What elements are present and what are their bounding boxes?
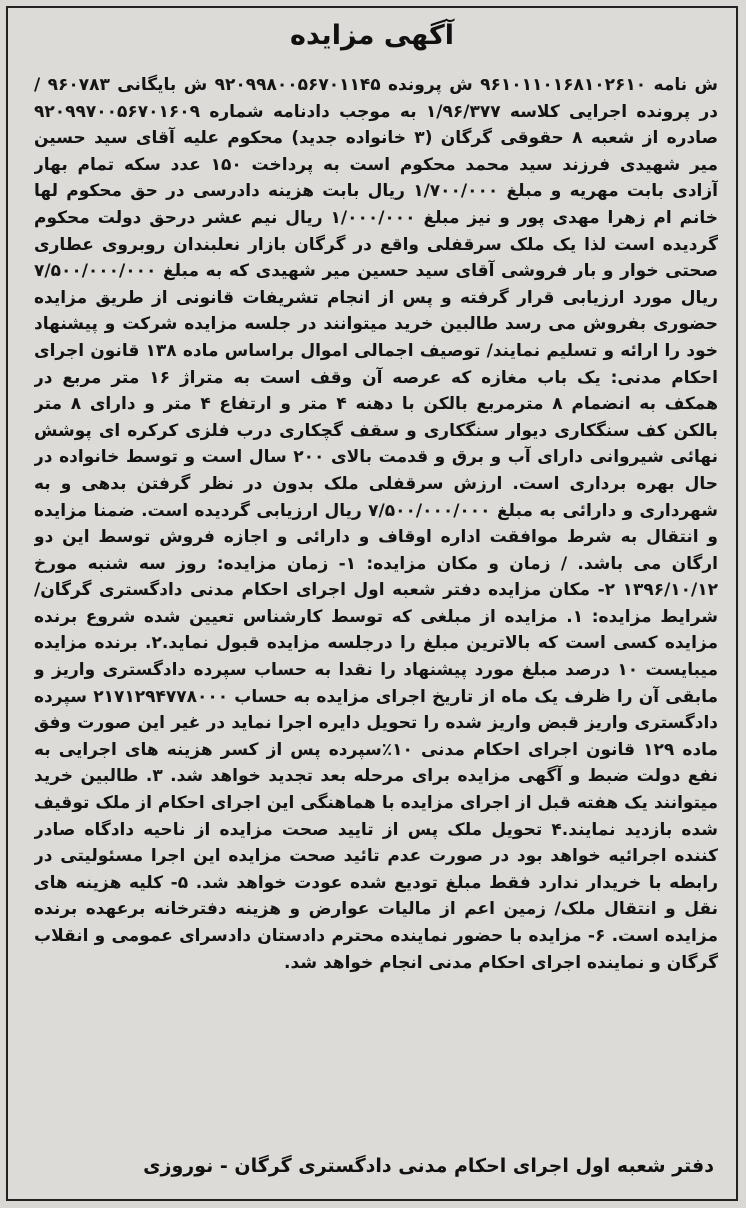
notice-frame [6, 6, 738, 1201]
notice-title: آگهی مزایده [290, 20, 454, 51]
notice-body: ش نامه ۹۶۱۰۱۱۰۱۶۸۱۰۲۶۱۰ ش پرونده ۹۲۰۹۹۸۰۰۵۶۷۰۱۱۴۵ ش بایگانی ۹۶۰۷۸۳ / در پرونده اجرایی کلاسه ۱/۹۶/۳۷۷ به موجب دادنامه شماره ۹۲۰۹۹۷۰۰۵۶۷۰۱۶۰۹ صادره از شعبه ۸ حقوقی گرگان (۳ خانواده جدید) محکوم علیه آقای سید حسین میر شهیدی فرزند سید محمد محکوم است به پرداخت ۱۵۰ عدد سکه تمام بهار آزادی بابت مهریه و مبلغ ۱/۷۰۰/۰۰۰ ریال بابت هزینه دادرسی در حق محکوم لها خانم ام زهرا مهدی پور و نیز مبلغ ۱/۰۰۰/۰۰۰ ریال نیم عشر درحق دولت محکوم گردیده است لذا یک ملک سرقفلی واقع در گرگان بازار نعلبندان روبروی عطاری صحتی خوار و بار فروشی آقای سید حسین میر شهیدی که به مبلغ ۷/۵۰۰/۰۰۰/۰۰۰ ریال مورد ارزیابی قرار گرفته و پس از انجام تشریفات قانونی از طریق مزایده حضوری بفروش می رسد طالبین خرید میتوانند در جلسه مزایده شرکت و پیشنهاد خود را ارائه و تسلیم نمایند/ توصیف اجمالی اموال براساس ماده ۱۳۸ قانون اجرای احکام مدنی: یک باب مغازه که عرصه آن وقف است به متراژ ۱۶ متر مربع در همکف به انضمام ۸ مترمربع بالکن با دهنه ۴ متر و ارتفاع ۴ متر و دارای ۸ متر بالکن کف سنگکاری دیوار سنگکاری و سقف گچکاری درب فلزی کرکره ای پوشش نهائی شیروانی دارای آب و برق و قدمت بالای ۲۰۰ سال است و توسط خانواده در حال بهره برداری است. ارزش سرقفلی ملک بدون در نظر گرفتن بدهی و به شهرداری و دارائی به مبلغ ۷/۵۰۰/۰۰۰/۰۰۰ ریال ارزیابی گردیده است. ضمنا مزایده و انتقال به شرط موافقت اداره اوقاف و دارائی و اجازه فروش توسط این دو ارگان می باشد. / زمان و مکان مزایده: ۱- زمان مزایده: روز سه شنبه مورخ ۱۳۹۶/۱۰/۱۲ ۲- مکان مزایده دفتر شعبه اول اجرای احکام مدنی دادگستری گرگان/ شرایط مزایده: ۱. مزایده از مبلغی که توسط کارشناس تعیین شده شروع برنده مزایده کسی است که بالاترین مبلغ را درجلسه مزایده قبول نماید.۲. برنده مزایده میبایست ۱۰ درصد مبلغ مورد پیشنهاد را نقدا به حساب سپرده دادگستری واریز و مابقی آن را ظرف یک ماه از تاریخ اجرای مزایده به حساب ۲۱۷۱۲۹۴۷۷۸۰۰۰ سپرده دادگستری واریز قبض واریز شده را تحویل دایره اجرا نماید در غیر این صورت وفق ماده ۱۲۹ قانون اجرای احکام مدنی ۱۰٪سپرده پس از کسر هزینه های اجرایی به نفع دولت ضبط و آگهی مزایده برای مرحله بعد تجدید خواهد شد. ۳. طالبین خرید میتوانند یک هفته قبل از اجرای مزایده با هماهنگی این اجرای احکام از ملک توقیف شده بازدید نمایند.۴ تحویل ملک پس از تایید صحت مزایده از ناحیه دادگاه صادر کننده اجرائیه خواهد بود در صورت عدم تائید صحت مزایده این اجرا مسئولیتی در رابطه با خریدار ندارد فقط مبلغ تودیع شده عودت خواهد شد. ۵- کلیه هزینه های نقل و انتقال ملک/ زمین اعم از مالیات عوارض و هزینه دفترخانه برعهده برنده مزایده است. ۶- مزایده با حضور نماینده محترم دادستان دادسرای عمومی و انقلاب گرگان و نماینده اجرای احکام مدنی انجام خواهد شد. [34, 75, 718, 973]
notice-signature: دفتر شعبه اول اجرای احکام مدنی دادگستری گرگان - نوروزی [143, 1155, 714, 1177]
